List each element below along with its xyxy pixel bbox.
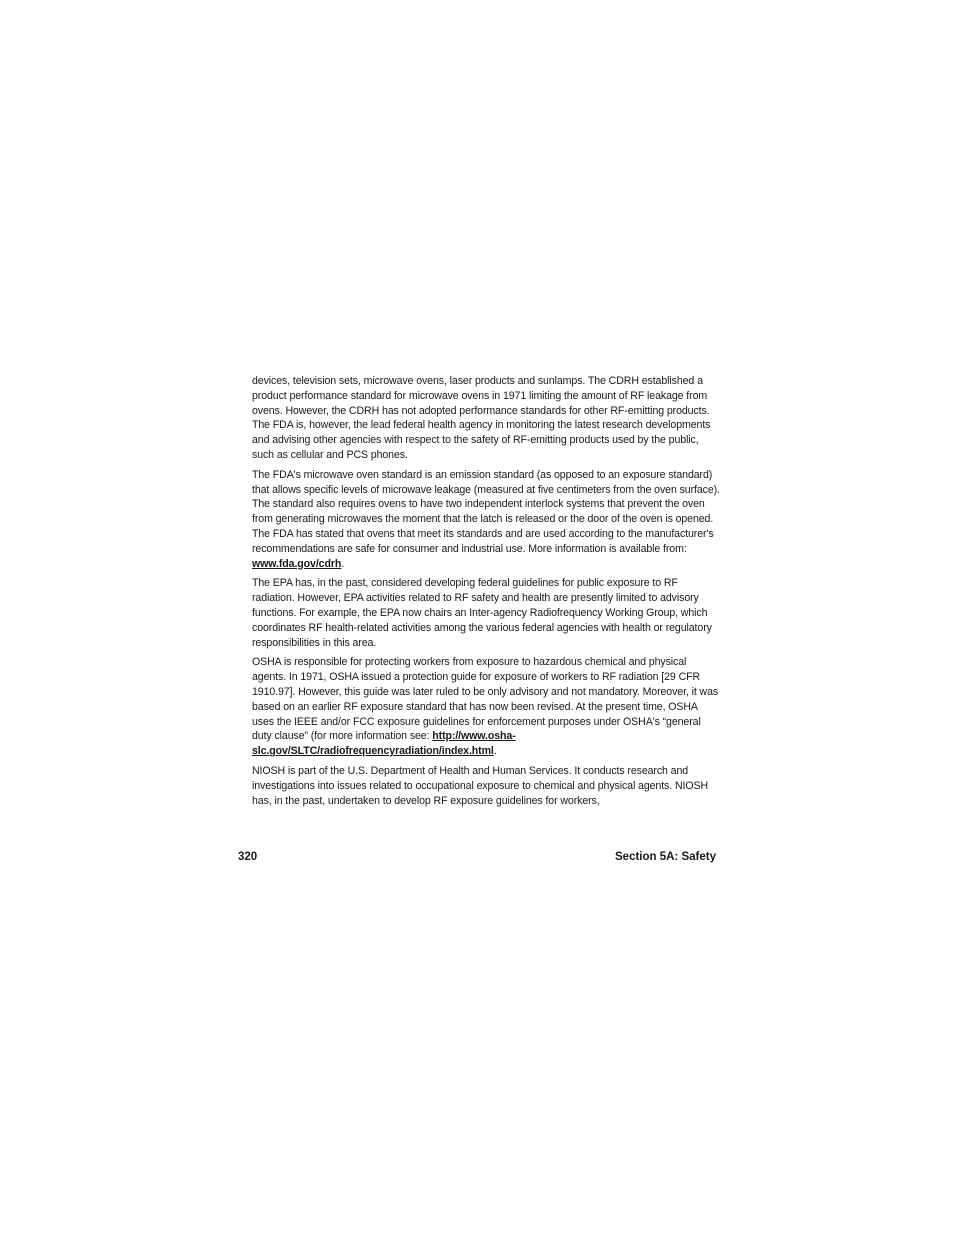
paragraph-text: The FDA's microwave oven standard is an emission standard (as opposed to an exposure standard) that allows specific levels of microwave leakage (measured at five centimeters from the oven surface). The standard also requires ovens to have two independent interlock systems that prevent the oven from generating microwaves the moment that the latch is released or the door of the oven is opened. The FDA has stated that ovens that meet its standards and are used according to the manufacturer's recommendations are safe for consumer and industrial use. More information is available from: [252, 468, 720, 555]
paragraph-text-end: . [341, 557, 345, 570]
page-footer [238, 851, 716, 863]
paragraph-text: The EPA has, in the past, considered developing federal guidelines for public exposure to RF radiation. However, EPA activities related to RF safety and health are presently limited to advisory functions. For example, the EPA now chairs an Inter-agency Radiofrequency Working Group, which coordinates RF health-related activities among the various federal agencies with health or regulatory responsibilities in this area. [252, 577, 712, 649]
paragraph-fda-microwave [252, 468, 722, 572]
paragraph-text: OSHA is responsible for protecting workers from exposure to hazardous chemical and physical agents. In 1971, OSHA issued a protection guide for exposure of workers to RF radiation [29 CFR 1910.97]. However, this guide was later ruled to be only advisory and not mandatory. Moreover, it was based on an earlier RF exposure standard that has now been revised. At the present time, OSHA uses the IEEE and/or FCC exposure guidelines for enforcement purposes under OSHA's “general duty clause” (for more information see: [252, 656, 719, 743]
paragraph-text: NIOSH is part of the U.S. Department of Health and Human Services. It conducts research and investigations into issues related to occupational exposure to chemical and physical agents. NIOSH has, in the past, undertaken to develop RF exposure guidelines for workers, [252, 764, 708, 807]
body-text [252, 374, 722, 813]
page-number: 320 [238, 851, 258, 863]
paragraph-cdrh [252, 374, 722, 463]
paragraph-text: devices, television sets, microwave ovens, laser products and sunlamps. The CDRH established a product performance standard for microwave ovens in 1971 limiting the amount of RF leakage from ovens. However, the CDRH has not adopted performance standards for other RF-emitting products. The FDA is, however, the lead federal health agency in monitoring the latest research developments and advising other agencies with respect to the safety of RF-emitting products used by the public, such as cellular and PCS phones. [252, 375, 711, 461]
osha-link[interactable]: http://www.osha-slc.gov/SLTC/radiofrequencyradiation/index.html [252, 730, 516, 758]
fda-cdrh-link[interactable]: www.fda.gov/cdrh [252, 557, 342, 570]
paragraph-osha [252, 655, 722, 759]
paragraph-text-end: . [493, 745, 497, 758]
paragraph-niosh [252, 764, 722, 808]
paragraph-epa [252, 576, 722, 650]
section-title: Section 5A: Safety [615, 851, 716, 863]
